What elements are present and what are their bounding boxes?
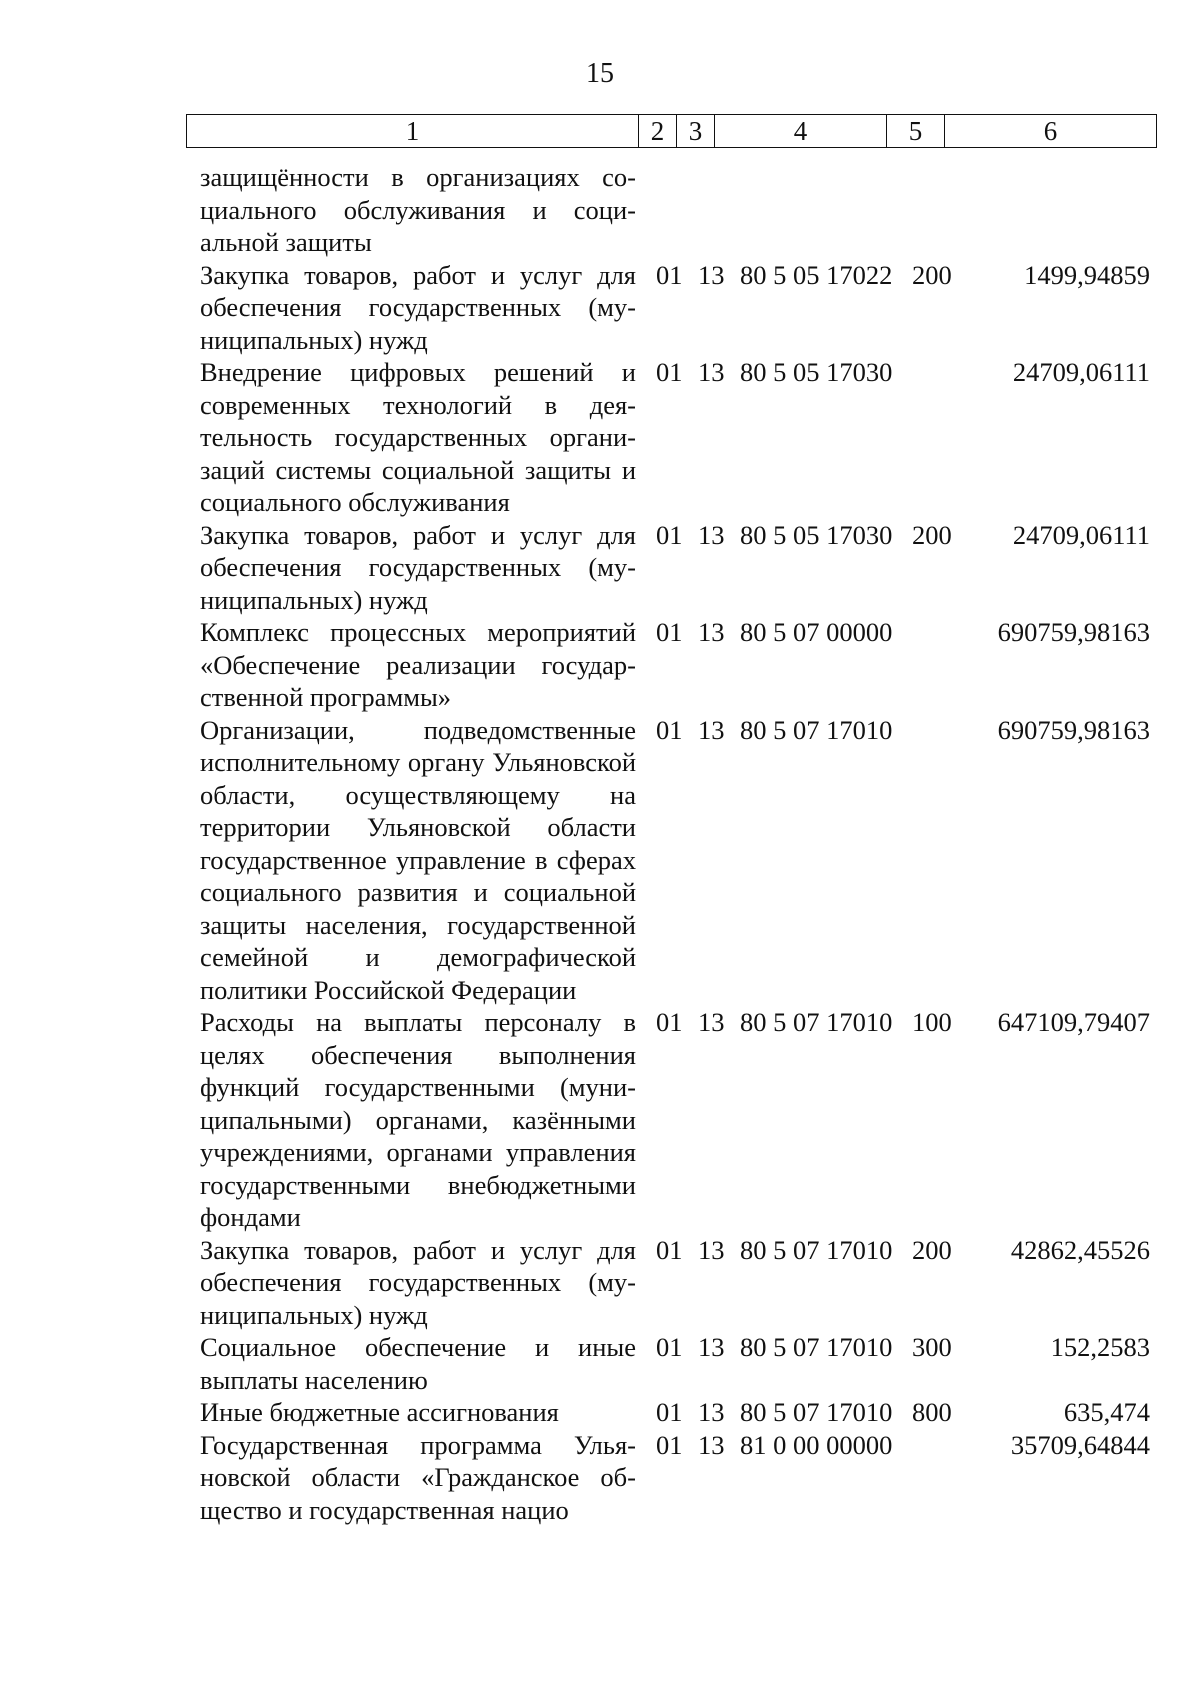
row-subsection-code: 13 [698, 1332, 725, 1362]
page-number: 15 [586, 58, 614, 89]
row-name-cell: Комплекс процессных мероприятий «Обеспечение реализации государственной программы» [200, 617, 636, 712]
row-name-cell: Государственная программа Ульяновской области «Гражданское общество и государственная нацио [200, 1429, 636, 1525]
row-section-code: 01 [656, 1332, 683, 1362]
row-expense-type-code: 300 [912, 1332, 952, 1362]
table-row [0, 1006, 1200, 1234]
row-target-article-code: 80 5 07 17010 [740, 714, 893, 745]
row-target-article-code: 80 5 05 17030 [740, 357, 893, 387]
row-name-cell: Внедрение цифровых решений и современных технологий в деятельность государственных организаций системы социальной защиты и социального обслуживания [200, 357, 636, 517]
row-target-article-code: 80 5 05 17030 [740, 519, 893, 550]
table-row [0, 1429, 1200, 1527]
table-row [0, 1234, 1200, 1332]
row-subsection-code: 13 [698, 1234, 725, 1265]
row-subsection-code: 13 [698, 617, 725, 647]
table-row [0, 161, 1200, 259]
header-col-1: 1 [187, 115, 639, 148]
column-header-table [186, 114, 1157, 148]
row-amount: 24709,06111 [1012, 357, 1150, 387]
table-row [0, 1396, 1200, 1429]
row-section-code: 01 [656, 259, 683, 290]
row-expense-type-code: 200 [912, 259, 952, 290]
row-target-article-code: 80 5 07 17010 [740, 1397, 893, 1427]
row-amount: 152,2583 [1050, 1332, 1150, 1362]
row-name-cell: Расходы на выплаты персоналу в целях обеспечения выполнения функций государственными (муниципальными) органами, казёнными учреждениями, органами управления государственными внебюджетными фондами [200, 1007, 636, 1232]
row-subsection-code: 13 [698, 357, 725, 387]
table-row [0, 1331, 1200, 1396]
row-target-article-code: 80 5 07 17010 [740, 1007, 893, 1037]
row-target-article-code: 80 5 07 00000 [740, 617, 893, 647]
row-subsection-code: 13 [698, 1007, 725, 1037]
table-row [0, 259, 1200, 357]
header-col-5: 5 [887, 115, 945, 148]
row-amount: 690759,98163 [997, 714, 1150, 745]
table-row [0, 714, 1200, 1007]
row-subsection-code: 13 [698, 259, 725, 290]
row-amount: 35709,64844 [1010, 1429, 1150, 1460]
row-section-code: 01 [656, 1397, 683, 1427]
row-name-cell: Иные бюджетные ассигнования [200, 1397, 559, 1427]
row-subsection-code: 13 [698, 714, 725, 745]
row-section-code: 01 [656, 519, 683, 550]
table-row [0, 356, 1200, 519]
row-section-code: 01 [656, 1007, 683, 1037]
row-target-article-code: 80 5 05 17022 [740, 259, 893, 290]
row-expense-type-code: 200 [912, 1234, 952, 1265]
table-row [0, 519, 1200, 617]
row-subsection-code: 13 [698, 519, 725, 550]
row-section-code: 01 [656, 357, 683, 387]
row-subsection-code: 13 [698, 1429, 725, 1460]
header-col-3: 3 [677, 115, 715, 148]
row-name-cell: защищённости в организациях социального обслуживания и социальной защиты [200, 162, 636, 257]
row-expense-type-code: 100 [912, 1007, 952, 1037]
row-name-cell: Социальное обеспечение и иные выплаты населению [200, 1332, 636, 1395]
row-section-code: 01 [656, 714, 683, 745]
row-amount: 24709,06111 [1012, 519, 1150, 550]
row-amount: 42862,45526 [1010, 1234, 1150, 1265]
row-amount: 635,474 [1063, 1397, 1150, 1427]
row-name-cell: Организации, подведомственные исполнительному органу Ульяновской области, осуществляющему на территории Ульяновской области государственное управление в сферах социального развития и социальной защиты населения, государственной семейной и демографической политики Российской Федерации [200, 714, 636, 1005]
row-amount: 690759,98163 [997, 617, 1150, 647]
row-section-code: 01 [656, 617, 683, 647]
row-section-code: 01 [656, 1429, 683, 1460]
row-amount: 1499,94859 [1024, 259, 1150, 290]
row-amount: 647109,79407 [997, 1007, 1150, 1037]
header-col-6: 6 [945, 115, 1157, 148]
row-subsection-code: 13 [698, 1397, 725, 1427]
row-expense-type-code: 800 [912, 1397, 952, 1427]
row-name-cell: Закупка товаров, работ и услуг для обеспечения государственных (муниципальных) нужд [200, 519, 636, 615]
row-name-cell: Закупка товаров, работ и услуг для обеспечения государственных (муниципальных) нужд [200, 259, 636, 355]
row-section-code: 01 [656, 1234, 683, 1265]
row-target-article-code: 80 5 07 17010 [740, 1234, 893, 1265]
row-expense-type-code: 200 [912, 519, 952, 550]
row-target-article-code: 80 5 07 17010 [740, 1332, 893, 1362]
header-col-4: 4 [715, 115, 887, 148]
header-row [187, 115, 1157, 148]
header-col-2: 2 [639, 115, 677, 148]
row-name-cell: Закупка товаров, работ и услуг для обеспечения государственных (муниципальных) нужд [200, 1234, 636, 1330]
table-row [0, 616, 1200, 714]
table-body [0, 161, 1200, 1526]
row-target-article-code: 81 0 00 00000 [740, 1429, 893, 1460]
